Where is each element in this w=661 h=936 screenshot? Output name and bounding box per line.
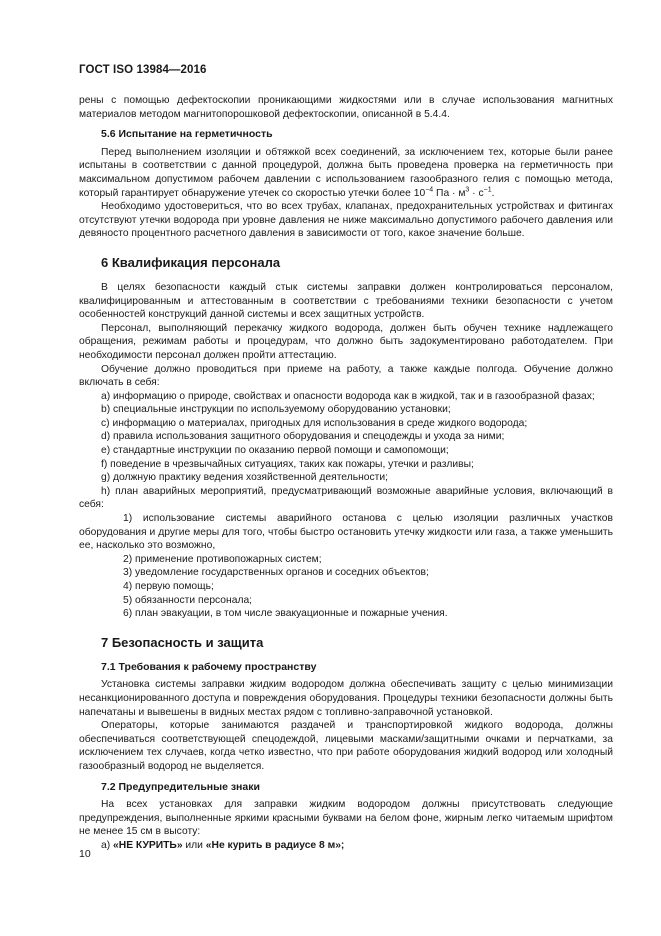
section-6-paragraph-1: В целях безопасности каждый стык системы заправки должен контролироваться персоналом, квалифицированным и аттестованным в соответствии с требованиями техники безопасности с учетом особенностей конструкций данной системы и всех защитных устройств. [79, 281, 613, 321]
section-6-paragraph-2: Персонал, выполняющий перекачку жидкого водорода, должен быть обучен технике надлежащего обращения, режимам работы и процедурам, что должно быть задокументировано работодателем. При необходимости персонал должен пройти аттестацию. [79, 322, 613, 361]
list-item: a) информацию о природе, свойствах и опасности водорода как в жидкой, так и в газообразной фазах; [101, 390, 595, 402]
sub-list-item: 3) уведомление государственных органов и соседних объектов; [123, 567, 429, 579]
sub-list-item: 1) использование системы аварийного останова с целью изоляции различных участков оборудования и другие меры для того, чтобы быстро остановить утечку жидкости или газа, а также уменьшить ее, насколько это возможно, [79, 513, 613, 552]
sub-list-item: 4) первую помощь; [123, 581, 214, 592]
list-item: a) «НЕ КУРИТЬ» или «Не курить в радиусе 8 м»; [101, 839, 345, 851]
sub-list-item: 6) план эвакуации, в том числе эвакуационные и пожарные учения. [123, 608, 448, 620]
sub-list-item: 2) применение противопожарных систем; [123, 553, 322, 565]
section-5-6-paragraph-1: Перед выполнением изоляции и обтяжкой всех соединений, за исключением тех, которые были ранее испытаны в соответствии с данной процедурой, должна быть проведена проверка на герметичность при максимальном допустимом рабочем давлении с использованием газообразного гелия с помощью метода, который гарантирует обнаружение утечек со скоростью утечки более $10^{-4}$ Па · $м^3 \cdot с^{-1}$. [79, 146, 613, 199]
section-7-title: 7 Безопасность и защита [101, 634, 264, 650]
section-6-paragraph-3: Обучение должно проводиться при приеме на работу, а также каждые полгода. Обучение должно включать в себя: [79, 363, 613, 389]
list-item: e) стандартные инструкции по оказанию первой помощи и самопомощи; [101, 445, 449, 457]
list-item: g) должную практику ведения хозяйственной деятельности; [101, 472, 388, 484]
sub-list-item: 5) обязанности персонала; [123, 594, 253, 606]
page-number: 10 [79, 848, 91, 860]
page-header: ГОСТ ISO 13984—2016 [79, 64, 207, 76]
section-7-2-paragraph-1: На всех установках для заправки жидким водородом должны присутствовать следующие предупреждения, выполненные яркими красными буквами на белом фоне, жирным легко читаемым шрифтом не менее 15 см в высоту: [79, 799, 613, 838]
no-smoking-radius-sign-text: «Не курить в радиусе 8 м»; [205, 839, 345, 851]
section-7-2-title: 7.2 Предупредительные знаки [101, 780, 260, 793]
section-5-6-paragraph-2: Необходимо удостовериться, что во всех трубах, клапанах, предохранительных устройствах и фитингах отсутствуют утечки водорода при уровне давления не ниже максимально допустимого рабочего давления или девяносто процентного расчетного давления в зависимости от того, какое значение больше. [79, 201, 613, 240]
section-7-1-paragraph-2: Операторы, которые занимаются раздачей и транспортировкой жидкого водорода, должны обеспечиваться соответствующей спецодеждой, лицевыми масками/защитными очками и перчатками, за исключением тех случаев, когда четко известно, что при работе оборудования жидкий водород или холодный газообразный водород не выделяется. [79, 720, 613, 772]
no-smoking-sign-text: «НЕ КУРИТЬ» [113, 839, 183, 851]
list-item: h) план аварийных мероприятий, предусматривающий возможные аварийные условия, включающий в себя: [79, 485, 613, 511]
list-item: b) специальные инструкции по используемому оборудованию установки; [101, 404, 451, 416]
continued-paragraph: рены с помощью дефектоскопии проникающими жидкостями или в случае использования магнитных материалов методом магнитопорошковой дефектоскопии, описанной в 5.4.4. [79, 95, 613, 120]
list-item: c) информацию о материалах, пригодных для использования в среде жидкого водорода; [101, 417, 528, 429]
section-5-6-title: 5.6 Испытание на герметичность [101, 128, 273, 141]
section-7-1-title: 7.1 Требования к рабочему пространству [101, 660, 317, 673]
page-content [79, 94, 613, 853]
section-6-title: 6 Квалификация персонала [101, 254, 281, 270]
list-item: f) поведение в чрезвычайных ситуациях, таких как пожары, утечки и разливы; [101, 458, 474, 470]
list-item: d) правила использования защитного оборудования и спецодежды и ухода за ними; [101, 431, 505, 443]
section-7-1-paragraph-1: Установка системы заправки жидким водородом должна обеспечивать защиту с целью минимизации несанкционированного доступа и повреждения оборудования. Процедуры техники безопасности должны быть напечатаны и вывешены в видных местах рядом с топливно-заправочной установкой. [79, 679, 613, 718]
